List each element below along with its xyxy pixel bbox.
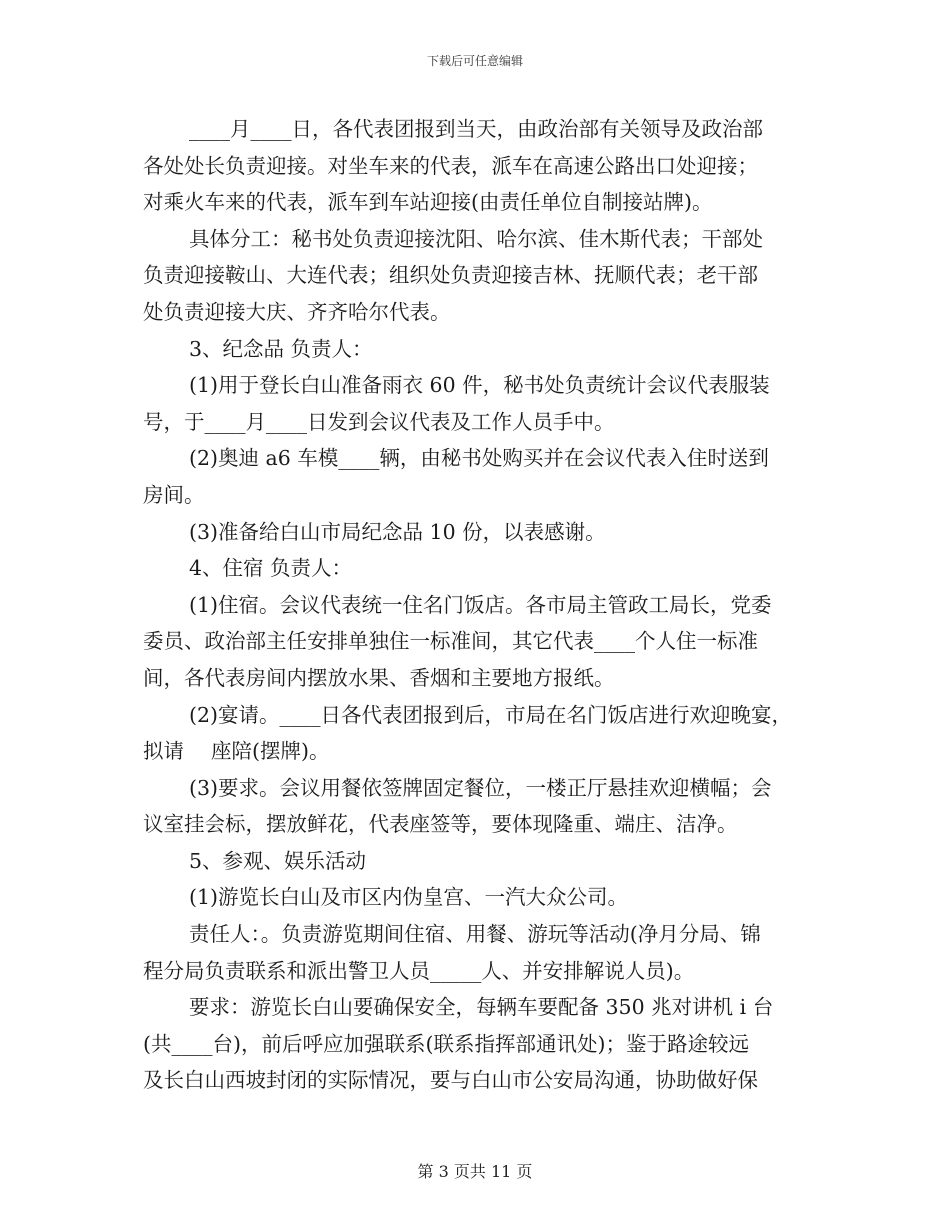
text-line: 责任人：。负责游览期间住宿、用餐、游玩等活动(净月分局、锦 [189,922,761,947]
text-line: 及长白山西坡封闭的实际情况，要与白山市公安局沟通，协助做好保 [143,1068,758,1093]
text-line: 程分局负责联系和派出警卫人员_____人、并安排解说人员)。 [143,958,695,983]
page-footer: 第 3 页共 11 页 [417,1162,533,1181]
text-line: 要求：游览长白山要确保安全，每辆车要配备 350 兆对讲机 i 台 [189,995,774,1020]
text-line: (1)用于登长白山准备雨衣 60 件，秘书处负责统计会议代表服装 [189,373,770,398]
text-line: 对乘火车来的代表，派车到车站迎接(由责任单位自制接站牌)。 [143,190,713,215]
text-line: 负责迎接鞍山、大连代表；组织处负责迎接吉林、抚顺代表；老干部 [143,263,758,288]
text-line: ____月____日，各代表团报到当天，由政治部有关领导及政治部 [189,117,763,141]
text-line: 5、参观、娱乐活动 [189,848,367,873]
page-header: 下载后可任意编辑 [426,54,523,68]
text-line: (3)准备给白山市局纪念品 10 份，以表感谢。 [189,519,606,544]
text-line: 拟请 座陪(摆牌)。 [143,739,330,764]
text-line: (1)游览长白山及市区内伪皇宫、一汽大众公司。 [189,885,629,910]
text-line: 议室挂会标，摆放鲜花，代表座签等，要体现隆重、端庄、洁净。 [143,812,738,837]
text-line: 号，于____月____日发到会议代表及工作人员手中。 [143,409,615,434]
document-body [143,111,823,1099]
text-line: 4、住宿 负责人： [189,556,353,581]
text-line: (2)宴请。____日各代表团报到后，市局在名门饭店进行欢迎晚宴， [189,702,793,727]
text-line: 具体分工：秘书处负责迎接沈阳、哈尔滨、佳木斯代表；干部处 [189,226,763,251]
text-line: (2)奥迪 a6 车模____辆，由秘书处购买并在会议代表入住时送到 [189,446,769,471]
text-line: 各处处长负责迎接。对坐车来的代表，派车在高速公路出口处迎接； [143,153,758,178]
text-line: 委员、政治部主任安排单独住一标准间，其它代表____个人住一标准 [143,629,758,654]
text-line: (1)住宿。会议代表统一住名门饭店。各市局主管政工局长，党委 [189,592,772,617]
text-line: 3、纪念品 负责人： [189,336,373,361]
text-line: 处负责迎接大庆、齐齐哈尔代表。 [143,299,451,324]
text-line: (共____台)，前后呼应加强联系(联系指挥部通讯处)；鉴于路途较远 [143,1031,749,1056]
text-line: (3)要求。会议用餐依签牌固定餐位，一楼正厅悬挂欢迎横幅；会 [189,775,772,800]
text-line: 间，各代表房间内摆放水果、香烟和主要地方报纸。 [143,665,615,690]
text-line: 房间。 [143,482,205,507]
